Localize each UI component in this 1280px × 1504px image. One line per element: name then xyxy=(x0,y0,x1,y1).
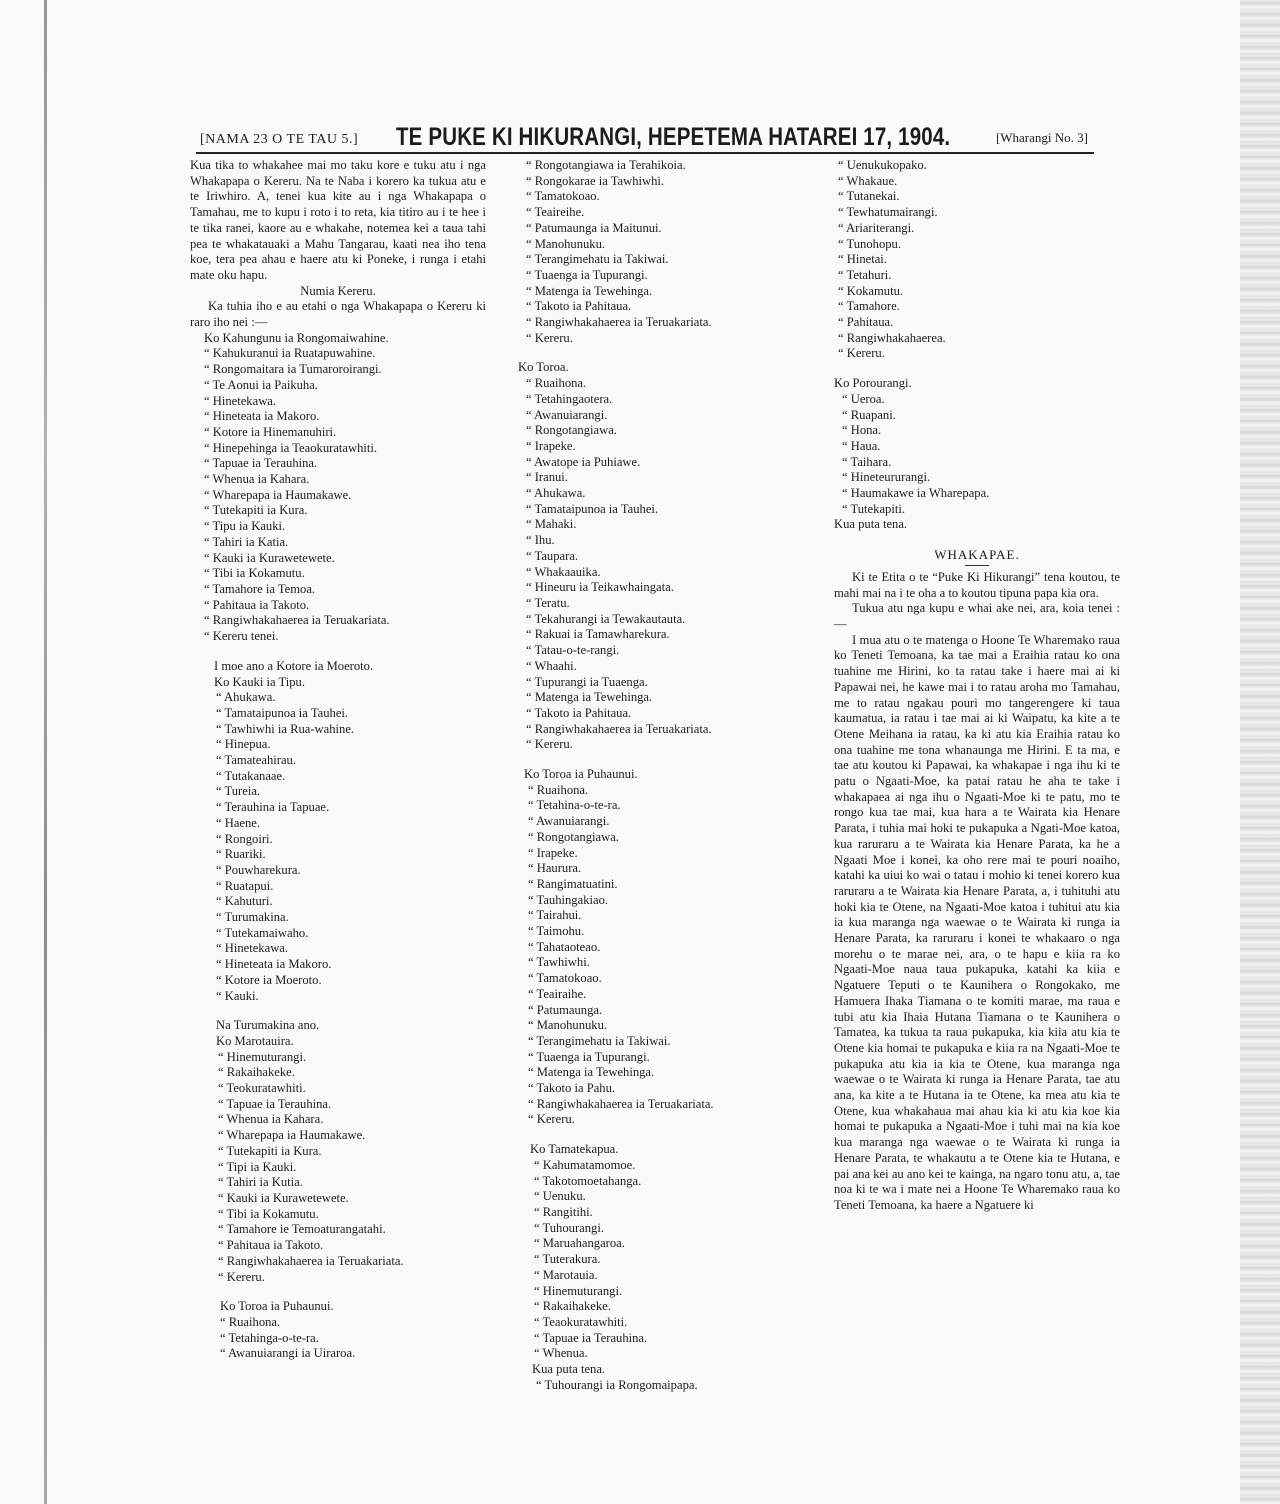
article-heading: WHAKAPAE. xyxy=(934,547,1020,563)
genealogy-line: “ Hineteata ia Makoro. xyxy=(216,957,332,972)
genealogy-line: “ Tuhourangi. xyxy=(534,1220,604,1235)
genealogy-line: “ Tetahingaotera. xyxy=(526,391,613,406)
article-paragraph: Tukua atu nga kupu e whai ake nei, ara, koia tenei :— xyxy=(834,601,1120,631)
genealogy-line: “ Hinemuturangi. xyxy=(218,1049,307,1064)
genealogy-line: “ Kotore ia Hinemanuhiri. xyxy=(204,424,337,439)
genealogy-line: “ Takoto ia Pahitaua. xyxy=(526,299,632,314)
genealogy-line: “ Matenga ia Tewehinga. xyxy=(526,283,653,298)
genealogy-line: “ Wharepapa ia Haumakawe. xyxy=(204,487,352,502)
genealogy-line: “ Haene. xyxy=(216,815,261,830)
genealogy-line: “ Patumaunga ia Maitunui. xyxy=(526,220,662,235)
genealogy-line: “ Pahitaua ia Takoto. xyxy=(204,597,310,612)
genealogy-line: “ Hineteururangi. xyxy=(842,470,931,485)
genealogy-line: “ Rongotangiawa. xyxy=(526,423,617,438)
genealogy-line: “ Rongotangiawa ia Terahikoia. xyxy=(526,158,686,172)
genealogy-line: “ Awatope ia Puhiawe. xyxy=(526,454,641,469)
intro-paragraph: Ka tuhia iho e au etahi o nga Whakapapa o Kereru ki raro iho nei :— xyxy=(190,299,486,330)
genealogy-line: “ Whenua. xyxy=(534,1346,588,1361)
genealogy-line: “ Rangiwhakahaerea ia Teruakariata. xyxy=(526,721,712,736)
genealogy-line: “ Ihu. xyxy=(526,533,555,548)
genealogy-line: “ Taihara. xyxy=(842,454,892,469)
genealogy-line: “ Tahiri ia Kutia. xyxy=(218,1175,303,1190)
genealogy-line: “ Teokuratawhiti. xyxy=(218,1081,306,1096)
genealogy-line: “ Awanuiarangi ia Uiraroa. xyxy=(220,1346,356,1361)
genealogy-line: “ Awanuiarangi. xyxy=(528,814,610,829)
genealogy-line: “ Tutanekai. xyxy=(838,189,900,204)
genealogy-line: “ Rangiwhakahaerea ia Teruakariata. xyxy=(204,613,390,628)
genealogy-last: “ Tuhourangi ia Rongomaipapa. xyxy=(536,1377,698,1392)
genealogy-line: “ Ruatapui. xyxy=(216,878,274,893)
genealogy-line: “ Teaokuratawhiti. xyxy=(534,1314,628,1329)
genealogy-line: “ Tamahore ia Temoa. xyxy=(204,581,316,596)
genealogy-line: “ Kauki. xyxy=(216,988,259,1003)
genealogy-end: Kua puta tena. xyxy=(834,517,908,532)
genealogy-line: “ Rangimatuatini. xyxy=(528,876,618,891)
genealogy-line: “ Hinepehinga ia Teaokuratawhiti. xyxy=(204,440,378,455)
genealogy-line: “ Patumaunga. xyxy=(528,1002,603,1017)
page-edge-shadow xyxy=(44,0,47,1504)
genealogy-line: “ Tibi ia Kokamutu. xyxy=(204,566,305,581)
newspaper-title: TE PUKE KI HIKURANGI, HEPETEMA HATAREI 17, 1904. xyxy=(396,123,951,151)
heading-rule xyxy=(965,565,989,566)
genealogy-list-4 xyxy=(190,1315,486,1362)
genealogy-line: “ Tunohopu. xyxy=(838,236,901,251)
letter-signature: Numia Kereru. xyxy=(300,283,376,298)
genealogy-end: Kua puta tena. xyxy=(532,1362,606,1377)
genealogy-line: “ Rongokarae ia Tawhiwhi. xyxy=(526,173,665,188)
genealogy-line: “ Pahitaua ia Takoto. xyxy=(218,1238,324,1253)
genealogy-line: “ Kahukuranui ia Ruatapuwahine. xyxy=(204,346,376,361)
genealogy-line: “ Takotomoetahanga. xyxy=(534,1173,642,1188)
genealogy-line: “ Tahiri ia Katia. xyxy=(204,534,289,549)
genealogy-line: “ Tekahurangi ia Tewakautauta. xyxy=(526,611,686,626)
genealogy-line: “ Manohunuku. xyxy=(528,1018,608,1033)
genealogy-line: “ Kahumatamomoe. xyxy=(534,1157,636,1172)
genealogy-head: Ko Tamatekapua. xyxy=(530,1142,619,1157)
genealogy-line: “ Tamatokoao. xyxy=(528,971,602,986)
genealogy-list-8 xyxy=(518,1158,810,1362)
genealogy-line: “ Terangimehatu ia Takiwai. xyxy=(526,252,669,267)
genealogy-head: Ko Kahungunu ia Rongomaiwahine. xyxy=(204,330,389,345)
genealogy-line: “ Rongoiri. xyxy=(216,831,273,846)
genealogy-head: Ko Toroa. xyxy=(518,360,569,375)
genealogy-line: “ Tutekamaiwaho. xyxy=(216,925,309,940)
genealogy-line: “ Rangiwhakahaerea ia Teruakariata. xyxy=(218,1253,404,1268)
genealogy-line: “ Matenga ia Tewehinga. xyxy=(526,690,653,705)
genealogy-line: “ Ahukawa. xyxy=(526,486,586,501)
genealogy-line: “ Kereru. xyxy=(838,346,885,361)
genealogy-line: “ Hona. xyxy=(842,423,882,438)
genealogy-line: “ Kokamutu. xyxy=(838,283,904,298)
genealogy-line: “ Tutakanaae. xyxy=(216,768,286,783)
genealogy-line: “ Rongotangiawa. xyxy=(528,829,619,844)
genealogy-line: “ Awanuiarangi. xyxy=(526,407,608,422)
genealogy-line: “ Tutekapiti ia Kura. xyxy=(218,1143,322,1158)
genealogy-line: “ Teaireihe. xyxy=(526,205,585,220)
genealogy-line: “ Ueroa. xyxy=(842,391,885,406)
article-paragraph: I mua atu o te matenga o Hoone Te Wharemako raua ko Teneti Temoana, ka tae mai a Eraihia ratau ko ona tuahine me Hirini, ko ta ratau take i haere mai ai ki Papawai nei, he kawe mai i to ratau aroha mo Tamahau, me to ratau ngakau pouri mo tangerengere ki taua kaumatua, ia ratau i tae mai ai ki Waipatu, ka kite a te Otene Meihana ia ratau, ka ki atu kia Eraihia ratau ko ona tuahine me tona whanaunga me Hirini. E ta ma, e tae atu koutou ki Papawai, ka whakapae i nga ihu ki te patu o Ngaati-Moe, ka patai ratau he aha te take i whakapaea ai nga ihu o Ngaati-Moe ki te patu, mo te rongo kua tae mai, kua hara a te Wairata kia Henare Parata, i tuhia mai hoki te pukapuka a Ngati-Moe katoa, kua raruraru a te Wairata kia Henare Parata, ka he a Ngaati Moe i konei, ka oho rere mai te pouri noaiho, katahi ka uiui ko wai o tatau i mohio ki tenei korero kua raruraru a te Wairata kia Henare Parata, a, i tuhituhi atu hoki kia te Otene, na Ngaati-Moe katoa i tuhitui atu kia ia kua maranga nga waewae o te Wairata ki runga ia Henare Parata, ka raruraru i konei te whakaaro o nga morehu o te marae nei, ara, o te hapu e kiia ra ko Ngaati-Moe naua taua pukapuka, katahi ka kiia e Ngatuere Teputi o te Kaunihera o Rongokako, me Hamuera Ihaka Tiamana o te komiti marae, ma raua e tubi atu kia Ihaia Hutana Tiamana o te Kaunihera o Tamatea, ka tukua ta raua pukapuka, kia kiia atu kia te Otene kia homai te pukapuka e kiia ra na Ngaati-Moe te pukapuka atu kia ia kia te Otene, kua maranga nga waewae o te Wairata ki runga ia Henare Parata, tae atu ana, ka kite a te Hutana ia te Otene, ka mea atu kia te Otene, kua whakahaua mai ahau kia ki atu kia koe kia homai te pukapuka a Ngaati-Moe i tuhi mai na kia koe kua maranga nga waewae o te Wairata ki runga ia Henare Parata, te whakautu a te Otene kia te Hutana, e pai ana kei au ano kei te kainga, na ngaro tonu atu, a, tae noa ki te wa i mate nei a Hoone Te Wharemako raua ko Teneti Temoana, ka haere a Ngatuere ki xyxy=(834,632,1120,1212)
genealogy-line: “ Ruaihona. xyxy=(528,782,589,797)
header-rule xyxy=(196,152,1094,154)
genealogy-line: “ Teairaihe. xyxy=(528,986,587,1001)
genealogy-line: “ Tapuae ia Terauhina. xyxy=(534,1330,648,1345)
genealogy-line: “ Tetahinga-o-te-ra. xyxy=(220,1330,319,1345)
genealogy-line: “ Teratu. xyxy=(526,595,570,610)
genealogy-head: Ko Marotauira. xyxy=(216,1033,294,1048)
genealogy-line: “ Kereru tenei. xyxy=(204,629,279,644)
genealogy-line: “ Hineuru ia Teikawhaingata. xyxy=(526,580,674,595)
genealogy-line: “ Whenua ia Kahara. xyxy=(204,472,310,487)
genealogy-line: “ Tureia. xyxy=(216,784,261,799)
issue-number: [NAMA 23 O TE TAU 5.] xyxy=(200,132,359,147)
genealogy-line: “ Hinetekawa. xyxy=(216,941,289,956)
genealogy-line: “ Tamatokoao. xyxy=(526,189,600,204)
genealogy-line: “ Rakaihakeke. xyxy=(218,1065,295,1080)
genealogy-note: Na Turumakina ano. xyxy=(216,1018,320,1033)
genealogy-line: “ Tuaenga ia Tupurangi. xyxy=(526,267,648,282)
genealogy-list-9 xyxy=(834,158,1120,362)
genealogy-line: “ Kahuturi. xyxy=(216,894,273,909)
genealogy-line: “ Rangitihi. xyxy=(534,1205,593,1219)
genealogy-head: Ko Toroa ia Puhaunui. xyxy=(220,1299,334,1314)
genealogy-line: “ Ruaihona. xyxy=(220,1314,281,1329)
genealogy-line: “ Tairahui. xyxy=(528,908,582,923)
genealogy-line: “ Matenga ia Tewehinga. xyxy=(528,1065,655,1080)
genealogy-line: “ Rangiwhakahaerea ia Teruakariata. xyxy=(526,315,712,330)
genealogy-line: “ Tutekapiti ia Kura. xyxy=(204,503,308,518)
genealogy-head: Ko Porourangi. xyxy=(834,376,912,391)
genealogy-line: “ Takoto ia Pahitaua. xyxy=(526,705,632,720)
page-edge-torn xyxy=(1240,0,1280,1504)
genealogy-line: “ Whakaue. xyxy=(838,173,898,188)
genealogy-line: “ Kauki ia Kurawetewete. xyxy=(204,550,335,565)
genealogy-head: Ko Kauki ia Tipu. xyxy=(214,674,305,689)
genealogy-list-1 xyxy=(190,346,486,644)
genealogy-line: “ Ariariterangi. xyxy=(838,220,915,235)
genealogy-line: “ Haumakawe ia Wharepapa. xyxy=(842,486,990,501)
genealogy-line: “ Taimohu. xyxy=(528,924,585,939)
genealogy-line: “ Rakuai ia Tamawharekura. xyxy=(526,627,670,642)
genealogy-line: “ Tetahina-o-te-ra. xyxy=(528,798,621,813)
genealogy-line: “ Tuaenga ia Tupurangi. xyxy=(528,1049,650,1064)
genealogy-line: “ Wharepapa ia Haumakawe. xyxy=(218,1128,366,1143)
genealogy-line: “ Tetahuri. xyxy=(838,267,892,282)
genealogy-line: “ Hinemuturangi. xyxy=(534,1283,623,1298)
genealogy-line: “ Tahataoteao. xyxy=(528,939,601,954)
genealogy-line: “ Tipu ia Kauki. xyxy=(204,519,286,534)
genealogy-line: “ Kereru. xyxy=(526,737,573,752)
genealogy-line: “ Haua. xyxy=(842,438,881,453)
genealogy-line: “ Tuterakura. xyxy=(534,1252,601,1267)
genealogy-note: I moe ano a Kotore ia Moeroto. xyxy=(214,658,374,673)
genealogy-line: “ Marotauia. xyxy=(534,1267,598,1282)
column-3 xyxy=(834,158,1120,1214)
genealogy-line: “ Te Aonui ia Paikuha. xyxy=(204,377,318,392)
genealogy-line: “ Terangimehatu ia Takiwai. xyxy=(528,1033,671,1048)
genealogy-line: “ Mahaki. xyxy=(526,517,577,532)
genealogy-list-10 xyxy=(834,392,1120,518)
genealogy-line: “ Hinetai. xyxy=(838,252,887,267)
genealogy-line: “ Terauhina ia Tapuae. xyxy=(216,800,330,815)
genealogy-list-7 xyxy=(518,783,810,1128)
genealogy-line: “ Tauhingakiao. xyxy=(528,892,609,907)
genealogy-line: “ Kereru. xyxy=(218,1269,265,1284)
genealogy-line: “ Pouwharekura. xyxy=(216,862,301,877)
genealogy-list-2 xyxy=(190,690,486,1004)
genealogy-line: “ Manohunuku. xyxy=(526,236,606,251)
column-1 xyxy=(190,158,486,1362)
genealogy-line: “ Whenua ia Kahara. xyxy=(218,1112,324,1127)
genealogy-line: “ Hineteata ia Makoro. xyxy=(204,409,320,424)
genealogy-line: “ Ruaihona. xyxy=(526,376,587,391)
genealogy-line: “ Tapuae ia Terauhina. xyxy=(204,456,318,471)
genealogy-line: “ Irapeke. xyxy=(528,845,578,860)
genealogy-line: “ Ahukawa. xyxy=(216,690,276,705)
genealogy-line: “ Uenuku. xyxy=(534,1189,586,1204)
letter-paragraph: Kua tika to whakahee mai mo taku kore e tuku atu i nga Whakapapa o Kereru. Na te Naba i korero ka tukua atu e te Iriwhiro. A, tenei kua kite au i nga Whakapapa o Tamahau, me to kupu i roto i to reta, kia titiro au i te hee i te tika ranei, kaore au e whakahe, notemea kei a taua tahi pea te whakatauaki a Mahu Tangarau, kaati nea iho tena koe, tera pea ahau e haere atu ki Poneke, i runga i etahi mate oku hapu. xyxy=(190,158,486,282)
genealogy-line: “ Tamateahirau. xyxy=(216,753,297,768)
column-2 xyxy=(518,158,810,1393)
genealogy-line: “ Tutekapiti. xyxy=(842,501,905,516)
genealogy-line: “ Whaahi. xyxy=(526,658,577,673)
genealogy-line: “ Kereru. xyxy=(526,330,573,345)
genealogy-line: “ Irapeke. xyxy=(526,438,576,453)
article-paragraph: Ki te Etita o te “Puke Ki Hikurangi” tena koutou, te mahi mai na i te oha a to koutou tipuna papa kia ora. xyxy=(834,569,1120,600)
genealogy-line: “ Tatau-o-te-rangi. xyxy=(526,643,620,658)
genealogy-line: “ Kereru. xyxy=(528,1112,575,1127)
genealogy-list-3 xyxy=(190,1050,486,1286)
genealogy-line: “ Haurura. xyxy=(528,861,582,876)
genealogy-line: “ Rangiwhakahaerea ia Teruakariata. xyxy=(528,1096,714,1111)
genealogy-line: “ Tawhiwhi ia Rua-wahine. xyxy=(216,721,355,736)
page-number: [Wharangi No. 3] xyxy=(995,130,1088,145)
genealogy-line: “ Tibi ia Kokamutu. xyxy=(218,1206,319,1221)
genealogy-list-5 xyxy=(518,158,810,346)
genealogy-line: “ Kauki ia Kurawetewete. xyxy=(218,1191,349,1205)
genealogy-line: “ Ruariki. xyxy=(216,847,266,862)
genealogy-line: “ Taupara. xyxy=(526,548,579,563)
genealogy-line: “ Tupurangi ia Tuaenga. xyxy=(526,674,648,689)
genealogy-line: “ Rongomaitara ia Tumaroroirangi. xyxy=(204,362,382,377)
genealogy-line: “ Tamahore. xyxy=(838,299,900,314)
genealogy-line: “ Tamahore ie Temoaturangatahi. xyxy=(218,1222,386,1237)
genealogy-line: “ Tamataipunoa ia Tauhei. xyxy=(216,705,349,720)
genealogy-line: “ Tipi ia Kauki. xyxy=(218,1159,297,1174)
genealogy-line: “ Tapuae ia Terauhina. xyxy=(218,1096,332,1111)
genealogy-line: “ Whakaauika. xyxy=(526,564,601,579)
genealogy-line: “ Uenukukopako. xyxy=(838,158,927,172)
genealogy-line: “ Ruapani. xyxy=(842,407,896,422)
genealogy-line: “ Kotore ia Moeroto. xyxy=(216,972,322,987)
masthead xyxy=(200,112,1088,152)
genealogy-line: “ Hinepua. xyxy=(216,737,271,752)
genealogy-line: “ Rakaihakeke. xyxy=(534,1299,611,1314)
genealogy-line: “ Tamataipunoa ia Tauhei. xyxy=(526,501,659,516)
genealogy-line: “ Iranui. xyxy=(526,470,568,485)
genealogy-line: “ Hinetekawa. xyxy=(204,393,277,408)
genealogy-line: “ Maruahangaroa. xyxy=(534,1236,625,1251)
genealogy-line: “ Tewhatumairangi. xyxy=(838,205,938,220)
genealogy-line: “ Tawhiwhi. xyxy=(528,955,590,970)
genealogy-line: “ Turumakina. xyxy=(216,910,289,925)
genealogy-list-6 xyxy=(518,376,810,753)
genealogy-line: “ Pahitaua. xyxy=(838,315,894,330)
genealogy-line: “ Rangiwhakahaerea. xyxy=(838,330,946,345)
genealogy-head: Ko Toroa ia Puhaunui. xyxy=(524,767,638,782)
genealogy-line: “ Takoto ia Pahu. xyxy=(528,1081,616,1096)
